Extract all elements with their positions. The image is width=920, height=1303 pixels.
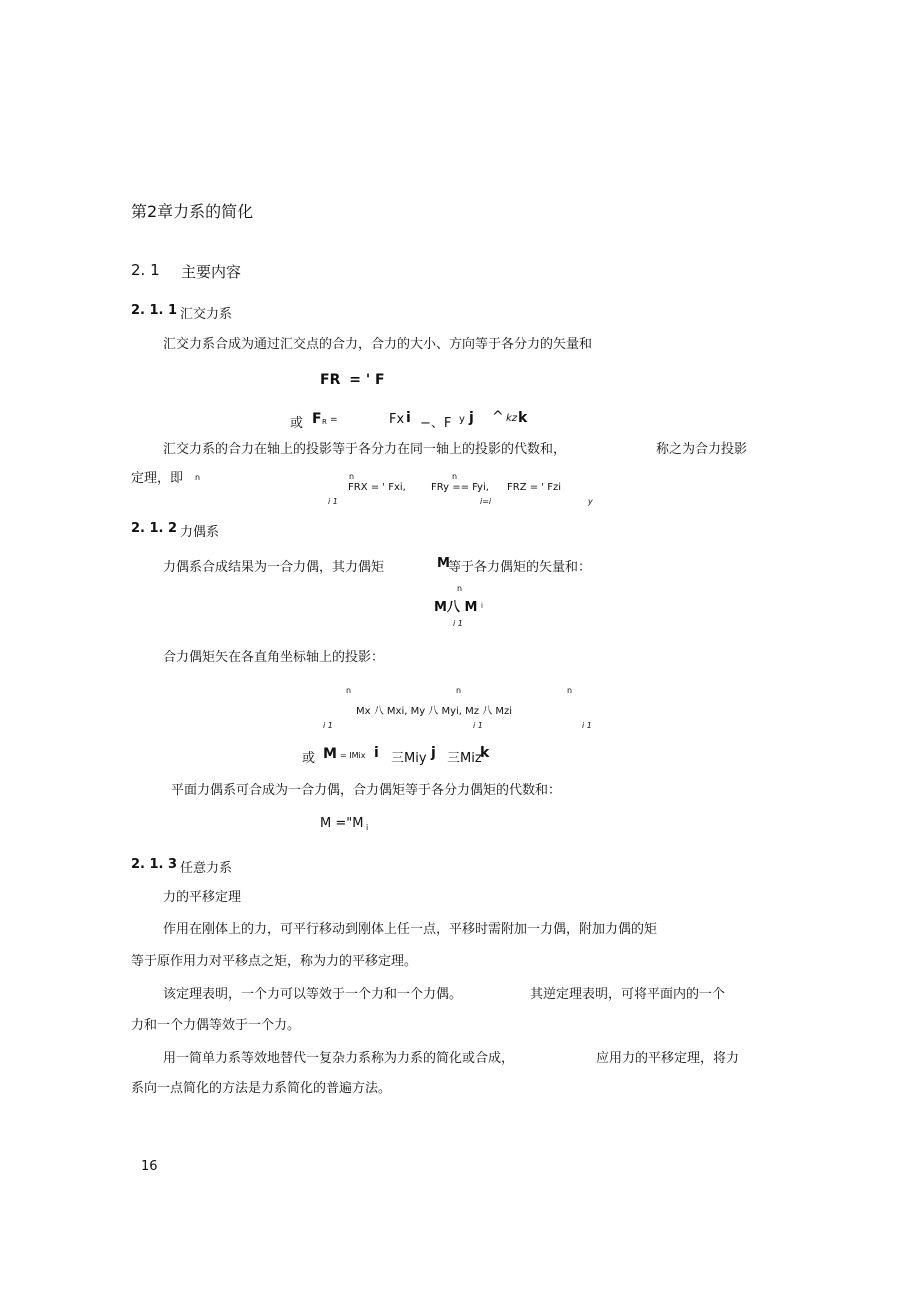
eq2-equals: = [330,415,338,425]
s213-paragraph-2: 等于原作用力对平移点之矩，称为力的平移定理。 [131,954,418,969]
eq2-y: y [459,414,465,425]
eq2-j: j [469,410,474,426]
eq-mxyz-n2: n [456,686,462,695]
eq-mxyz-n1: n [346,686,352,695]
s212-paragraph-1b: 等于各力偶矩的矢量和： [448,560,592,575]
eq-m-vector-k: k [480,745,490,761]
eq-mxyz-sub1: i 1 [323,721,333,730]
eq3-sub1: i 1 [328,497,338,506]
eq3-sub3: y [588,497,593,506]
eq2-kz: kz [506,413,518,424]
eq2-k: k [518,410,528,426]
eq2-R-sub: R [322,418,327,426]
s213-paragraph-1: 作用在刚体上的力，可平行移动到刚体上任一点，平移时需附加一力偶，附加力偶的矩 [163,922,658,937]
eq-mxyz-n3: n [567,686,573,695]
eq-m-vector-mid3: 三Miz [447,751,482,766]
section-title: 主要内容 [181,263,242,281]
eq-mxyz-sub2: i 1 [473,721,483,730]
eq2-Fx: Fx [389,412,405,427]
s213-paragraph-3a: 该定理表明，一个力可以等效于一个力和一个力偶。 [163,987,463,1002]
s211-paragraph-3: 定理，即 [131,471,184,486]
eq-m-plane-i: i [366,823,369,832]
eq-m-plane: M ="M [320,816,364,831]
eq2-F: F [312,411,322,427]
s213-paragraph-6: 系向一点简化的方法是力系简化的普遍方法。 [131,1081,392,1096]
eq-mxyz-sub3: i 1 [582,721,592,730]
chapter-title: 第2章力系的简化 [131,202,254,221]
subsection-211-number: 2. 1. 1 [131,303,178,318]
s211-paragraph-2a: 汇交力系的合力在轴上的投影等于各分力在同一轴上的投影的代数和， [163,442,567,457]
s213-paragraph-5a: 用一简单力系等效地替代一复杂力系称为力系的简化或合成， [163,1051,515,1066]
eq2-mid: −、F [420,416,452,431]
eq-fr-symbol: FR [320,372,341,388]
eq2-prefix: 或 [290,416,304,431]
s211-paragraph-3-n: n [195,473,201,482]
eq-m-vector-M: M [323,746,337,762]
eq-m-vector-i: i [374,745,379,761]
page-number: 16 [141,1159,158,1174]
subsection-213-title: 任意力系 [180,861,233,876]
eq2-i: i [406,410,411,426]
subsection-213-number: 2. 1. 3 [131,857,178,872]
eq3-n2: n [452,472,458,481]
equation-resultant-sum [320,372,385,388]
section-number: 2. 1 [131,261,160,279]
s212-paragraph-2: 合力偶矩矢在各直角坐标轴上的投影： [163,650,385,665]
s213-paragraph-5b: 应用力的平移定理，将力 [596,1051,740,1066]
subsection-212-number: 2. 1. 2 [131,521,178,536]
eq-m-vector-mid: = IMix [340,751,366,760]
s212-paragraph-1-M: M [437,556,450,571]
eq3-FRy: FRy == Fyi, [431,482,489,493]
s211-paragraph-2b: 称之为合力投影 [656,442,748,457]
eq-m-sum-n: n [457,584,463,593]
eq-m-vector-j: j [431,745,436,761]
subsection-212-title: 力偶系 [180,525,220,540]
s213-paragraph-3b: 其逆定理表明，可将平面内的一个 [530,987,726,1002]
s212-paragraph-3: 平面力偶系可合成为一合力偶，合力偶矩等于各分力偶矩的代数和： [171,783,562,798]
eq-m-vector-mid2: 三Miy [391,751,427,766]
eq-mxyz-main: Mx 八 Mxi, My 八 Myi, Mz 八 Mzi [356,706,513,717]
s213-subtitle: 力的平移定理 [163,890,242,905]
eq2-caret: ^ [492,409,504,425]
subsection-211-title: 汇交力系 [180,307,233,322]
eq-m-sum-main: M八 M [434,600,478,615]
eq3-sub2: i=i [480,497,492,506]
s213-paragraph-4: 力和一个力偶等效于一个力。 [131,1018,301,1033]
eq3-FRx: FRX = ' Fxi, [348,482,406,493]
eq3-n1: n [349,472,355,481]
eq-m-vector-prefix: 或 [302,751,316,766]
s212-paragraph-1a: 力偶系合成结果为一合力偶，其力偶矩 [163,560,385,575]
s211-paragraph-1: 汇交力系合成为通过汇交点的合力，合力的大小、方向等于各分力的矢量和 [163,337,593,352]
eq-fr-rest: = ' F [349,372,385,388]
eq-m-sum-sub: i 1 [453,619,463,628]
eq3-FRz: FRZ = ' Fzi [507,482,561,493]
eq-m-sum-i: i [481,602,483,610]
